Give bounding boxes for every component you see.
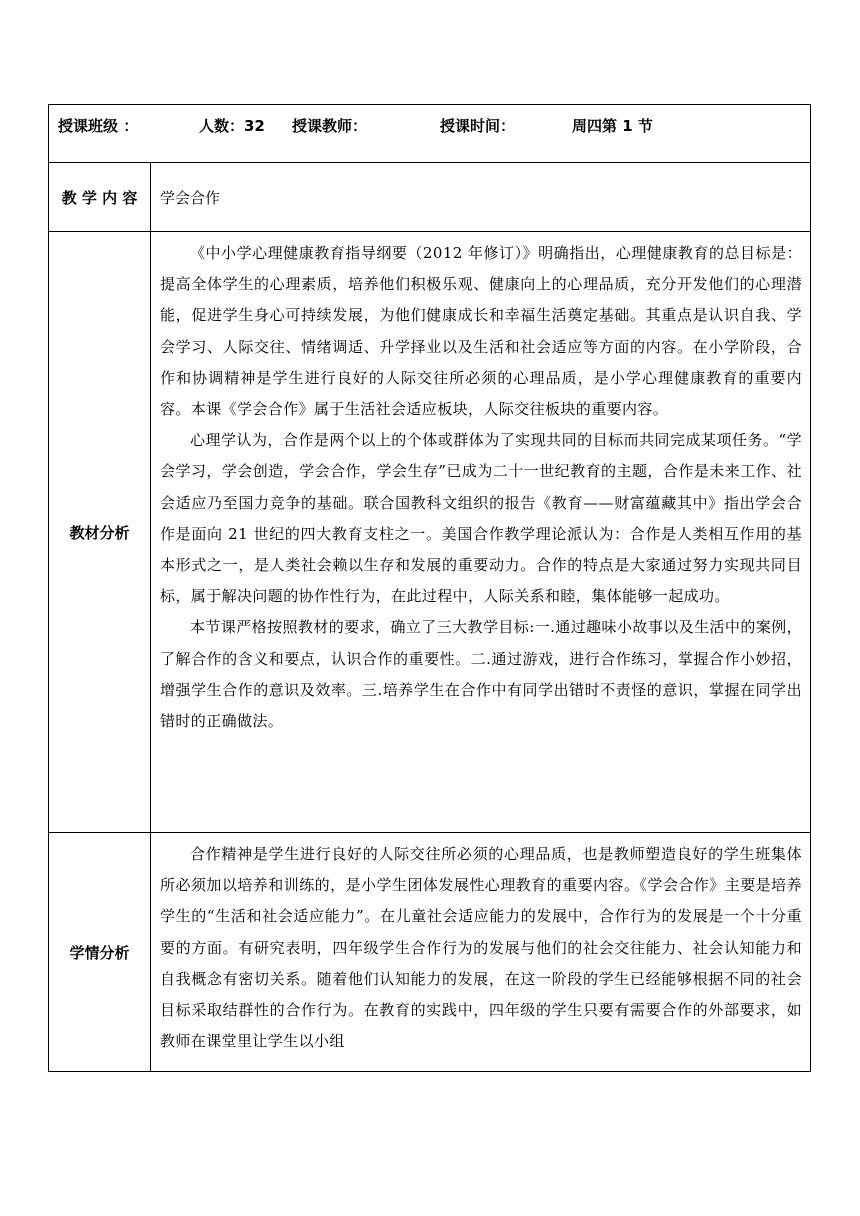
paragraph: 《中小学心理健康教育指导纲要（2012 年修订）》明确指出，心理健康教育的总目标是：提高全体学生的心理素质，培养他们积极乐观、健康向上的心理品质，充分开发他们的心理潜能，促进学生身心可持续发展，为他们健康成长和幸福生活奠定基础。其重点是认识自我、学会学习、人际交往、情绪调适、升学择业以及生活和社会适应等方面的内容。在小学阶段，合作和协调精神是学生进行良好的人际交往所必须的心理品质，是小学心理健康教育的重要内容。本课《学会合作》属于生活社会适应板块，人际交往板块的重要内容。 xyxy=(160,244,802,419)
textbook-analysis-label: 教材分析 xyxy=(49,232,151,833)
class-label: 授课班级 ： xyxy=(58,117,139,135)
teaching-content-value: 学会合作 xyxy=(151,163,811,232)
textbook-analysis-text xyxy=(151,232,811,833)
teaching-content-row xyxy=(49,163,811,232)
time-label: 授课时间： xyxy=(440,117,516,135)
teacher-label: 授课教师： xyxy=(292,117,368,135)
student-count: 人数：32 xyxy=(199,117,265,135)
paragraph: 合作精神是学生进行良好的人际交往所必须的心理品质，也是教师塑造良好的学生班集体所必须加以培养和训练的，是小学生团体发展性心理教育的重要内容。《学会合作》主要是培养学生的“生活和社会适应能力”。在儿童社会适应能力的发展中，合作行为的发展是一个十分重要的方面。有研究表明，四年级学生合作行为的发展与他们的社会交往能力、社会认知能力和自我概念有密切关系。随着他们认知能力的发展，在这一阶段的学生已经能够根据不同的社会目标采取结群性的合作行为。在教育的实践中，四年级的学生只要有需要合作的外部要求，如教师在课堂里让学生以小组 xyxy=(160,845,802,1051)
student-analysis-label: 学情分析 xyxy=(49,833,151,1072)
time-value: 周四第 1 节 xyxy=(572,117,653,135)
student-analysis-row xyxy=(49,833,811,1072)
paragraph: 心理学认为，合作是两个以上的个体或群体为了实现共同的目标而共同完成某项任务。“学会学习，学会创造，学会合作，学会生存”已成为二十一世纪教育的主题，合作是未来工作、社会适应乃至国力竞争的基础。联合国教科文组织的报告《教育——财富蕴藏其中》指出学会合作是面向 21 世纪的四大教育支柱之一。美国合作教学理论派认为：合作是人类相互作用的基本形式之一，是人类社会赖以生存和发展的重要动力。合作的特点是大家通过努力实现共同目标，属于解决问题的协作性行为，在此过程中，人际关系和睦，集体能够一起成功。 xyxy=(160,431,802,606)
textbook-analysis-row xyxy=(49,232,811,833)
lesson-plan-table xyxy=(48,104,811,1072)
header-line xyxy=(49,105,810,162)
student-analysis-text xyxy=(151,833,811,1072)
paragraph: 本节课严格按照教材的要求，确立了三大教学目标:一.通过趣味小故事以及生活中的案例，了解合作的含义和要点，认识合作的重要性。二.通过游戏，进行合作练习，掌握合作小妙招，增强学生合作的意识及效率。三.培养学生在合作中有同学出错时不责怪的意识，掌握在同学出错时的正确做法。 xyxy=(160,618,802,731)
teaching-content-label: 教 学 内 容 xyxy=(49,163,151,232)
header-row xyxy=(49,105,811,163)
